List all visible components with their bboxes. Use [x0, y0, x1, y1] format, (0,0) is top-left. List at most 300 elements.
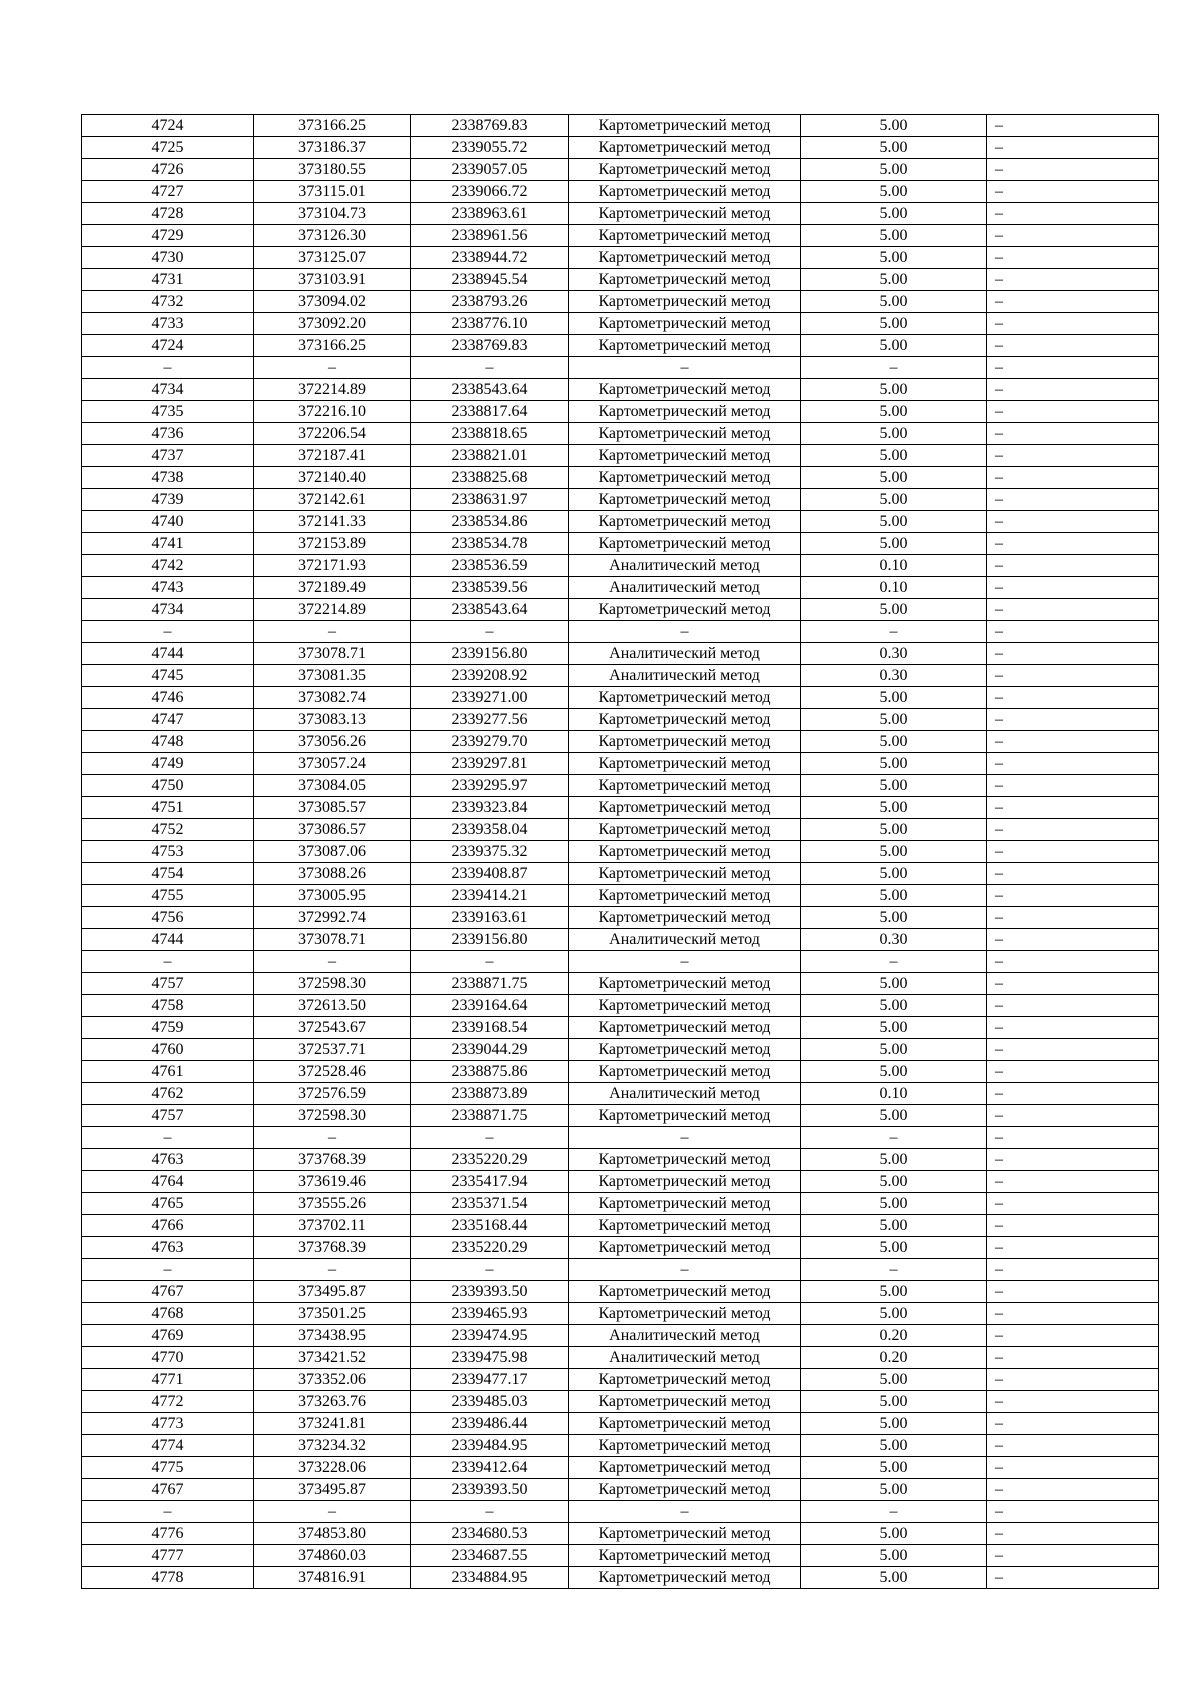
table-row: [82, 885, 1159, 907]
description-cell: –: [987, 159, 1159, 181]
accuracy-cell: 5.00: [801, 225, 987, 247]
description-cell: –: [987, 1149, 1159, 1171]
method-cell: Картометрический метод: [569, 797, 801, 819]
method-cell: Картометрический метод: [569, 885, 801, 907]
y-coordinate-cell: 2339393.50: [411, 1479, 569, 1501]
accuracy-cell: 5.00: [801, 291, 987, 313]
method-cell: Картометрический метод: [569, 1193, 801, 1215]
y-coordinate-cell: 2339277.56: [411, 709, 569, 731]
y-coordinate-cell: 2338825.68: [411, 467, 569, 489]
description-cell: –: [987, 379, 1159, 401]
accuracy-cell: 5.00: [801, 1523, 987, 1545]
method-cell: Картометрический метод: [569, 1413, 801, 1435]
x-coordinate-cell: 373619.46: [254, 1171, 411, 1193]
accuracy-cell: 5.00: [801, 995, 987, 1017]
x-coordinate-cell: 372214.89: [254, 379, 411, 401]
description-cell: –: [987, 709, 1159, 731]
y-coordinate-cell: 2334680.53: [411, 1523, 569, 1545]
y-coordinate-cell: 2338536.59: [411, 555, 569, 577]
x-coordinate-cell: 374860.03: [254, 1545, 411, 1567]
y-coordinate-cell: 2338776.10: [411, 313, 569, 335]
accuracy-cell: 0.30: [801, 643, 987, 665]
accuracy-cell: 5.00: [801, 863, 987, 885]
point-number-cell: –: [82, 1501, 254, 1523]
x-coordinate-cell: 373082.74: [254, 687, 411, 709]
table-row: [82, 665, 1159, 687]
table-row: [82, 1105, 1159, 1127]
table-row: [82, 577, 1159, 599]
x-coordinate-cell: 372598.30: [254, 973, 411, 995]
x-coordinate-cell: 372142.61: [254, 489, 411, 511]
x-coordinate-cell: 373094.02: [254, 291, 411, 313]
x-coordinate-cell: 372216.10: [254, 401, 411, 423]
method-cell: Картометрический метод: [569, 1171, 801, 1193]
point-number-cell: 4770: [82, 1347, 254, 1369]
description-cell: –: [987, 731, 1159, 753]
method-cell: Картометрический метод: [569, 863, 801, 885]
description-cell: –: [987, 357, 1159, 379]
x-coordinate-cell: 373087.06: [254, 841, 411, 863]
description-cell: –: [987, 863, 1159, 885]
point-number-cell: 4728: [82, 203, 254, 225]
accuracy-cell: 5.00: [801, 819, 987, 841]
y-coordinate-cell: 2339168.54: [411, 1017, 569, 1039]
point-number-cell: 4760: [82, 1039, 254, 1061]
accuracy-cell: 5.00: [801, 753, 987, 775]
y-coordinate-cell: 2338769.83: [411, 335, 569, 357]
accuracy-cell: 5.00: [801, 1193, 987, 1215]
x-coordinate-cell: 373501.25: [254, 1303, 411, 1325]
description-cell: –: [987, 929, 1159, 951]
y-coordinate-cell: 2339279.70: [411, 731, 569, 753]
table-row: [82, 467, 1159, 489]
accuracy-cell: 5.00: [801, 159, 987, 181]
accuracy-cell: 5.00: [801, 1215, 987, 1237]
description-cell: –: [987, 137, 1159, 159]
x-coordinate-cell: 374853.80: [254, 1523, 411, 1545]
point-number-cell: 4733: [82, 313, 254, 335]
y-coordinate-cell: 2339477.17: [411, 1369, 569, 1391]
method-cell: Картометрический метод: [569, 1545, 801, 1567]
table-row: [82, 1039, 1159, 1061]
y-coordinate-cell: 2338543.64: [411, 599, 569, 621]
table-row: [82, 137, 1159, 159]
accuracy-cell: 5.00: [801, 423, 987, 445]
method-cell: Аналитический метод: [569, 643, 801, 665]
description-cell: –: [987, 599, 1159, 621]
method-cell: Картометрический метод: [569, 1017, 801, 1039]
point-number-cell: 4755: [82, 885, 254, 907]
method-cell: Картометрический метод: [569, 709, 801, 731]
description-cell: –: [987, 1083, 1159, 1105]
x-coordinate-cell: 373421.52: [254, 1347, 411, 1369]
description-cell: –: [987, 841, 1159, 863]
description-cell: –: [987, 951, 1159, 973]
x-coordinate-cell: 372543.67: [254, 1017, 411, 1039]
y-coordinate-cell: –: [411, 621, 569, 643]
description-cell: –: [987, 907, 1159, 929]
description-cell: –: [987, 1105, 1159, 1127]
y-coordinate-cell: 2339295.97: [411, 775, 569, 797]
description-cell: –: [987, 445, 1159, 467]
point-number-cell: 4765: [82, 1193, 254, 1215]
point-number-cell: –: [82, 357, 254, 379]
point-number-cell: –: [82, 621, 254, 643]
table-row: [82, 1545, 1159, 1567]
description-cell: –: [987, 401, 1159, 423]
method-cell: Аналитический метод: [569, 1325, 801, 1347]
y-coordinate-cell: 2338945.54: [411, 269, 569, 291]
accuracy-cell: 0.10: [801, 1083, 987, 1105]
accuracy-cell: 5.00: [801, 797, 987, 819]
x-coordinate-cell: 372171.93: [254, 555, 411, 577]
y-coordinate-cell: 2334687.55: [411, 1545, 569, 1567]
method-cell: –: [569, 1127, 801, 1149]
accuracy-cell: 5.00: [801, 1171, 987, 1193]
description-cell: –: [987, 1281, 1159, 1303]
y-coordinate-cell: 2339271.00: [411, 687, 569, 709]
accuracy-cell: 5.00: [801, 1039, 987, 1061]
point-number-cell: 4735: [82, 401, 254, 423]
x-coordinate-cell: 372189.49: [254, 577, 411, 599]
point-number-cell: –: [82, 951, 254, 973]
y-coordinate-cell: 2339297.81: [411, 753, 569, 775]
y-coordinate-cell: 2338818.65: [411, 423, 569, 445]
x-coordinate-cell: 372187.41: [254, 445, 411, 467]
accuracy-cell: 5.00: [801, 1479, 987, 1501]
method-cell: Картометрический метод: [569, 1391, 801, 1413]
description-cell: –: [987, 1369, 1159, 1391]
point-number-cell: 4754: [82, 863, 254, 885]
x-coordinate-cell: 372153.89: [254, 533, 411, 555]
x-coordinate-cell: 373555.26: [254, 1193, 411, 1215]
method-cell: Картометрический метод: [569, 775, 801, 797]
method-cell: Картометрический метод: [569, 225, 801, 247]
y-coordinate-cell: 2339208.92: [411, 665, 569, 687]
y-coordinate-cell: 2339164.64: [411, 995, 569, 1017]
point-number-cell: 4734: [82, 379, 254, 401]
y-coordinate-cell: 2339475.98: [411, 1347, 569, 1369]
method-cell: –: [569, 621, 801, 643]
point-number-cell: 4773: [82, 1413, 254, 1435]
table-row: [82, 1325, 1159, 1347]
x-coordinate-cell: 373166.25: [254, 115, 411, 137]
table-row: [82, 247, 1159, 269]
description-cell: –: [987, 643, 1159, 665]
description-cell: –: [987, 665, 1159, 687]
method-cell: Картометрический метод: [569, 1523, 801, 1545]
accuracy-cell: 5.00: [801, 203, 987, 225]
x-coordinate-cell: 373495.87: [254, 1281, 411, 1303]
y-coordinate-cell: 2339412.64: [411, 1457, 569, 1479]
accuracy-cell: 5.00: [801, 445, 987, 467]
method-cell: Картометрический метод: [569, 423, 801, 445]
x-coordinate-cell: 373352.06: [254, 1369, 411, 1391]
x-coordinate-cell: 372613.50: [254, 995, 411, 1017]
x-coordinate-cell: 373495.87: [254, 1479, 411, 1501]
x-coordinate-cell: 372206.54: [254, 423, 411, 445]
point-number-cell: 4764: [82, 1171, 254, 1193]
table-row: [82, 511, 1159, 533]
method-cell: Картометрический метод: [569, 1303, 801, 1325]
y-coordinate-cell: –: [411, 357, 569, 379]
point-number-cell: 4757: [82, 973, 254, 995]
point-number-cell: 4744: [82, 643, 254, 665]
accuracy-cell: 5.00: [801, 1457, 987, 1479]
description-cell: –: [987, 1567, 1159, 1589]
accuracy-cell: 5.00: [801, 709, 987, 731]
point-number-cell: 4768: [82, 1303, 254, 1325]
point-number-cell: 4740: [82, 511, 254, 533]
x-coordinate-cell: 372576.59: [254, 1083, 411, 1105]
point-number-cell: 4743: [82, 577, 254, 599]
description-cell: –: [987, 1391, 1159, 1413]
method-cell: Картометрический метод: [569, 1061, 801, 1083]
y-coordinate-cell: 2338961.56: [411, 225, 569, 247]
description-cell: –: [987, 423, 1159, 445]
accuracy-cell: 5.00: [801, 1061, 987, 1083]
point-number-cell: 4726: [82, 159, 254, 181]
point-number-cell: 4724: [82, 335, 254, 357]
y-coordinate-cell: 2339066.72: [411, 181, 569, 203]
accuracy-cell: 0.20: [801, 1325, 987, 1347]
table-row: [82, 1083, 1159, 1105]
y-coordinate-cell: 2338944.72: [411, 247, 569, 269]
point-number-cell: 4752: [82, 819, 254, 841]
table-row: [82, 357, 1159, 379]
accuracy-cell: 5.00: [801, 885, 987, 907]
point-number-cell: 4746: [82, 687, 254, 709]
method-cell: Аналитический метод: [569, 1347, 801, 1369]
description-cell: –: [987, 1061, 1159, 1083]
point-number-cell: 4748: [82, 731, 254, 753]
method-cell: Картометрический метод: [569, 1435, 801, 1457]
coordinates-table-body: [82, 115, 1159, 1589]
x-coordinate-cell: 373085.57: [254, 797, 411, 819]
description-cell: –: [987, 269, 1159, 291]
accuracy-cell: 0.30: [801, 929, 987, 951]
description-cell: –: [987, 467, 1159, 489]
description-cell: –: [987, 1303, 1159, 1325]
method-cell: Картометрический метод: [569, 137, 801, 159]
y-coordinate-cell: 2338871.75: [411, 973, 569, 995]
x-coordinate-cell: 373057.24: [254, 753, 411, 775]
y-coordinate-cell: 2338631.97: [411, 489, 569, 511]
table-row: [82, 621, 1159, 643]
x-coordinate-cell: 373083.13: [254, 709, 411, 731]
method-cell: Картометрический метод: [569, 313, 801, 335]
method-cell: Картометрический метод: [569, 1237, 801, 1259]
method-cell: Картометрический метод: [569, 1369, 801, 1391]
y-coordinate-cell: 2339044.29: [411, 1039, 569, 1061]
y-coordinate-cell: 2339408.87: [411, 863, 569, 885]
description-cell: –: [987, 885, 1159, 907]
point-number-cell: 4757: [82, 1105, 254, 1127]
point-number-cell: 4725: [82, 137, 254, 159]
point-number-cell: 4737: [82, 445, 254, 467]
table-row: [82, 863, 1159, 885]
method-cell: Картометрический метод: [569, 401, 801, 423]
method-cell: Картометрический метод: [569, 203, 801, 225]
y-coordinate-cell: 2339414.21: [411, 885, 569, 907]
description-cell: –: [987, 533, 1159, 555]
description-cell: –: [987, 1413, 1159, 1435]
x-coordinate-cell: –: [254, 357, 411, 379]
table-row: [82, 709, 1159, 731]
accuracy-cell: 5.00: [801, 1281, 987, 1303]
method-cell: –: [569, 951, 801, 973]
point-number-cell: 4745: [82, 665, 254, 687]
accuracy-cell: 5.00: [801, 533, 987, 555]
x-coordinate-cell: 373084.05: [254, 775, 411, 797]
method-cell: Картометрический метод: [569, 753, 801, 775]
description-cell: –: [987, 225, 1159, 247]
table-row: [82, 1237, 1159, 1259]
y-coordinate-cell: 2338871.75: [411, 1105, 569, 1127]
x-coordinate-cell: 373263.76: [254, 1391, 411, 1413]
description-cell: –: [987, 1215, 1159, 1237]
accuracy-cell: 5.00: [801, 335, 987, 357]
point-number-cell: 4767: [82, 1479, 254, 1501]
point-number-cell: 4742: [82, 555, 254, 577]
method-cell: Картометрический метод: [569, 907, 801, 929]
description-cell: –: [987, 489, 1159, 511]
y-coordinate-cell: 2338873.89: [411, 1083, 569, 1105]
description-cell: –: [987, 819, 1159, 841]
y-coordinate-cell: 2338875.86: [411, 1061, 569, 1083]
table-row: [82, 1479, 1159, 1501]
y-coordinate-cell: 2339057.05: [411, 159, 569, 181]
y-coordinate-cell: –: [411, 1501, 569, 1523]
x-coordinate-cell: –: [254, 1259, 411, 1281]
description-cell: –: [987, 511, 1159, 533]
x-coordinate-cell: 373125.07: [254, 247, 411, 269]
table-row: [82, 1281, 1159, 1303]
method-cell: Картометрический метод: [569, 159, 801, 181]
method-cell: Картометрический метод: [569, 533, 801, 555]
point-number-cell: 4761: [82, 1061, 254, 1083]
x-coordinate-cell: 373186.37: [254, 137, 411, 159]
y-coordinate-cell: 2335417.94: [411, 1171, 569, 1193]
x-coordinate-cell: 373092.20: [254, 313, 411, 335]
method-cell: Аналитический метод: [569, 665, 801, 687]
y-coordinate-cell: 2335371.54: [411, 1193, 569, 1215]
y-coordinate-cell: –: [411, 1259, 569, 1281]
point-number-cell: 4753: [82, 841, 254, 863]
point-number-cell: 4736: [82, 423, 254, 445]
accuracy-cell: 5.00: [801, 1567, 987, 1589]
method-cell: –: [569, 1259, 801, 1281]
method-cell: Картометрический метод: [569, 599, 801, 621]
x-coordinate-cell: 373234.32: [254, 1435, 411, 1457]
description-cell: –: [987, 1017, 1159, 1039]
point-number-cell: 4732: [82, 291, 254, 313]
accuracy-cell: 5.00: [801, 379, 987, 401]
x-coordinate-cell: 373088.26: [254, 863, 411, 885]
accuracy-cell: 5.00: [801, 775, 987, 797]
x-coordinate-cell: 372141.33: [254, 511, 411, 533]
accuracy-cell: –: [801, 357, 987, 379]
method-cell: Аналитический метод: [569, 577, 801, 599]
method-cell: Аналитический метод: [569, 555, 801, 577]
description-cell: –: [987, 1259, 1159, 1281]
x-coordinate-cell: 373103.91: [254, 269, 411, 291]
table-row: [82, 1501, 1159, 1523]
method-cell: –: [569, 1501, 801, 1523]
description-cell: –: [987, 1501, 1159, 1523]
description-cell: –: [987, 1523, 1159, 1545]
description-cell: –: [987, 203, 1159, 225]
table-row: [82, 731, 1159, 753]
point-number-cell: 4763: [82, 1237, 254, 1259]
description-cell: –: [987, 577, 1159, 599]
table-row: [82, 1369, 1159, 1391]
point-number-cell: 4729: [82, 225, 254, 247]
accuracy-cell: –: [801, 1259, 987, 1281]
table-row: [82, 269, 1159, 291]
table-row: [82, 753, 1159, 775]
x-coordinate-cell: 373768.39: [254, 1149, 411, 1171]
y-coordinate-cell: 2334884.95: [411, 1567, 569, 1589]
accuracy-cell: 5.00: [801, 1545, 987, 1567]
table-row: [82, 973, 1159, 995]
description-cell: –: [987, 555, 1159, 577]
table-row: [82, 599, 1159, 621]
x-coordinate-cell: 372992.74: [254, 907, 411, 929]
table-row: [82, 775, 1159, 797]
method-cell: Картометрический метод: [569, 841, 801, 863]
x-coordinate-cell: 373056.26: [254, 731, 411, 753]
table-row: [82, 797, 1159, 819]
table-row: [82, 489, 1159, 511]
table-row: [82, 907, 1159, 929]
table-row: [82, 995, 1159, 1017]
description-cell: –: [987, 1457, 1159, 1479]
table-row: [82, 159, 1159, 181]
accuracy-cell: 5.00: [801, 137, 987, 159]
table-row: [82, 1193, 1159, 1215]
description-cell: –: [987, 1193, 1159, 1215]
x-coordinate-cell: 373081.35: [254, 665, 411, 687]
method-cell: Картометрический метод: [569, 467, 801, 489]
y-coordinate-cell: 2338534.78: [411, 533, 569, 555]
x-coordinate-cell: 373438.95: [254, 1325, 411, 1347]
table-row: [82, 643, 1159, 665]
point-number-cell: 4774: [82, 1435, 254, 1457]
point-number-cell: 4767: [82, 1281, 254, 1303]
x-coordinate-cell: –: [254, 621, 411, 643]
y-coordinate-cell: –: [411, 1127, 569, 1149]
method-cell: Аналитический метод: [569, 929, 801, 951]
table-row: [82, 1413, 1159, 1435]
accuracy-cell: 0.10: [801, 577, 987, 599]
description-cell: –: [987, 797, 1159, 819]
table-row: [82, 335, 1159, 357]
point-number-cell: –: [82, 1259, 254, 1281]
accuracy-cell: 5.00: [801, 1303, 987, 1325]
table-row: [82, 951, 1159, 973]
accuracy-cell: 5.00: [801, 269, 987, 291]
point-number-cell: 4749: [82, 753, 254, 775]
x-coordinate-cell: –: [254, 1501, 411, 1523]
y-coordinate-cell: 2339486.44: [411, 1413, 569, 1435]
x-coordinate-cell: 374816.91: [254, 1567, 411, 1589]
method-cell: –: [569, 357, 801, 379]
point-number-cell: 4766: [82, 1215, 254, 1237]
x-coordinate-cell: 373005.95: [254, 885, 411, 907]
point-number-cell: 4751: [82, 797, 254, 819]
method-cell: Картометрический метод: [569, 687, 801, 709]
